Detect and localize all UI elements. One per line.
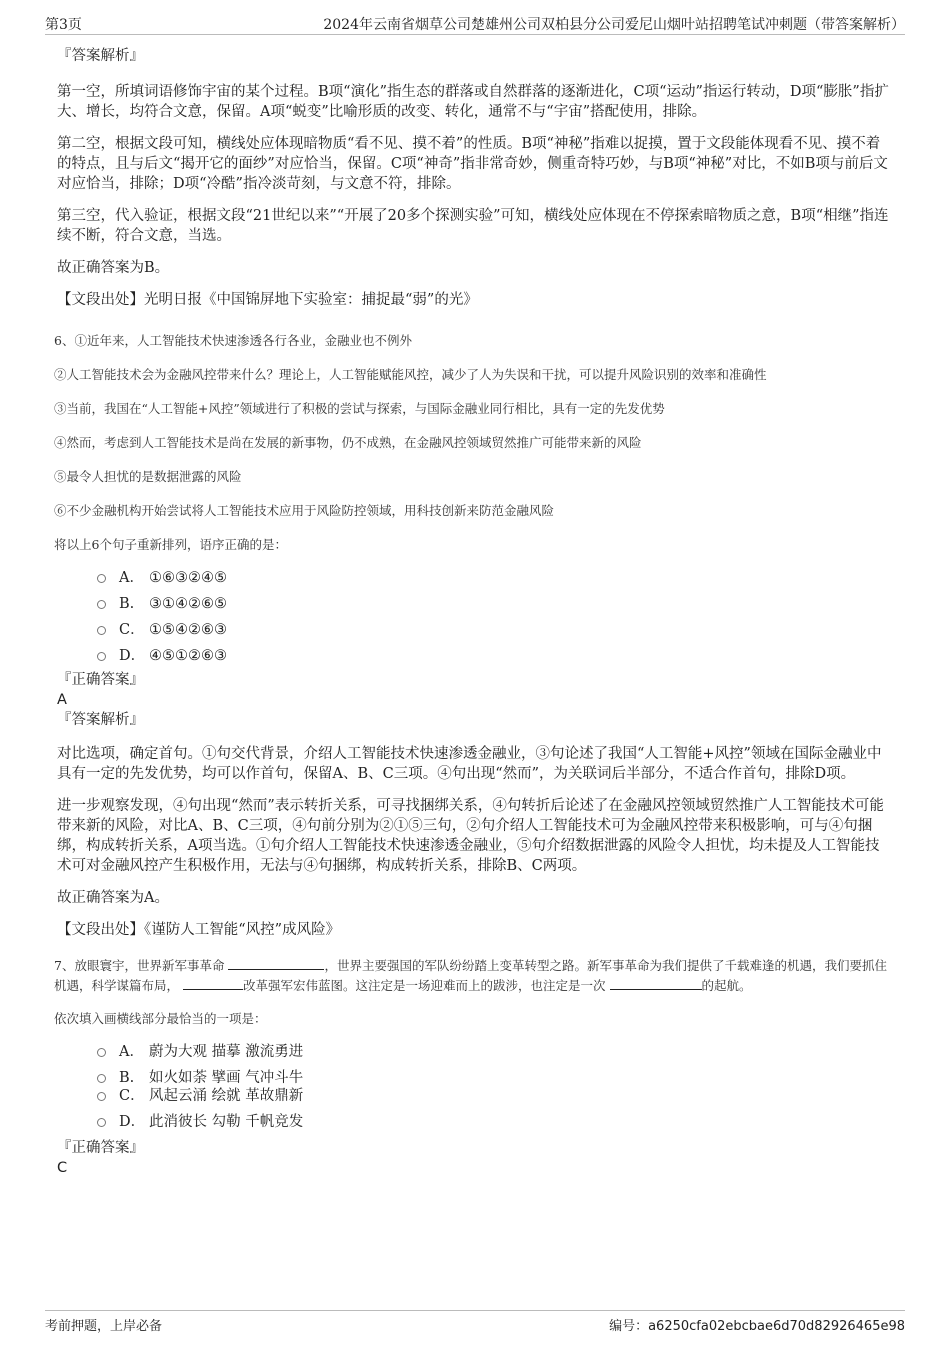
- radio-button[interactable]: [97, 626, 106, 635]
- option-d[interactable]: D． 此消彼长 勾勒 千帆竞发: [57, 1112, 893, 1138]
- option-c[interactable]: C． 风起云涌 绘就 革故鼎新: [57, 1086, 893, 1112]
- question-6-sentence: ⑤最令人担忧的是数据泄露的风险: [54, 469, 242, 484]
- radio-button[interactable]: [97, 1074, 106, 1083]
- analysis-paragraph: 第一空，所填词语修饰宇宙的某个过程。B项“演化”指生态的群落或自然群落的逐渐进化，C项“运动”指运行转动，D项“膨胀”指扩大、增长，均符合文意，保留。A项“蜕变”比喻形质的改变、转化，通常不与“宇宙”搭配使用，排除。: [57, 84, 889, 120]
- question-7-options: [57, 1042, 893, 1138]
- question-6-sentence: 6、①近年来，人工智能技术快速渗透各行各业，金融业也不例外: [54, 333, 412, 348]
- question-prompt: 将以上6个句子重新排列，语序正确的是：: [54, 537, 287, 552]
- analysis-conclusion: 故正确答案为B。: [57, 260, 170, 276]
- analysis-conclusion: 故正确答案为A。: [57, 890, 169, 906]
- radio-button[interactable]: [97, 600, 106, 609]
- question-6-sentence: ②人工智能技术会为金融风控带来什么？理论上，人工智能赋能风控，减少了人为失误和干扰，可以提升风险识别的效率和准确性: [54, 367, 767, 382]
- page-header: [45, 12, 905, 35]
- blank-1: [228, 957, 324, 970]
- radio-button[interactable]: [97, 1048, 106, 1057]
- question-6-options: [57, 568, 893, 670]
- correct-answer: C: [57, 1160, 68, 1176]
- question-prompt: 依次填入画横线部分最恰当的一项是：: [54, 1011, 267, 1026]
- passage-source: 【文段出处】光明日报《中国锦屏地下实验室：捕捉最“弱”的光》: [57, 292, 478, 308]
- blank-2: [183, 977, 243, 990]
- analysis-paragraph: 第三空，代入验证，根据文段“21世纪以来”“开展了20多个探测实验”可知，横线处应体现在不停探索暗物质之意，B项“相继”指连续不断，符合文意，当选。: [57, 208, 889, 244]
- correct-answer: A: [57, 692, 67, 708]
- footer-slogan: 考前押题，上岸必备: [45, 1319, 163, 1334]
- analysis-paragraph: 第二空，根据文段可知，横线处应体现暗物质“看不见、摸不着”的性质。B项“神秘”指难以捉摸，置于文段能体现看不见、摸不着的特点，且与后文“揭开它的面纱”对应恰当，保留。C项“神奇”指非常奇妙，侧重奇特巧妙，与B项“神秘”对比，不如B项与前后文对应恰当，排除；D项“冷酷”指冷淡苛刻，与文意不符，排除。: [57, 136, 888, 192]
- analysis-label: 『答案解析』: [57, 712, 144, 728]
- document-title: 2024年云南省烟草公司楚雄州公司双柏县分公司爱尼山烟叶站招聘笔试冲刺题（带答案解析）: [323, 17, 905, 33]
- question-6-sentence: ⑥不少金融机构开始尝试将人工智能技术应用于风险防控领域，用科技创新来防范金融风险: [54, 503, 555, 518]
- question-6-sentence: ④然而，考虑到人工智能技术是尚在发展的新事物，仍不成熟，在金融风控领域贸然推广可能带来新的风险: [54, 435, 642, 450]
- analysis-paragraph: 对比选项，确定首句。①句交代背景，介绍人工智能技术快速渗透金融业，③句论述了我国“人工智能+风控”领域在国际金融业中具有一定的先发优势，均可以作首句，保留A、B、C三项。④句出现“然而”，为关联词后半部分，不适合作首句，排除D项。: [57, 746, 882, 782]
- document-id: 编号：a6250cfa02ebcbae6d70d82926465e98: [609, 1319, 905, 1334]
- option-c[interactable]: C． ①⑤④②⑥③: [57, 620, 893, 646]
- option-a[interactable]: A． ①⑥③②④⑤: [57, 568, 893, 594]
- analysis-label: 『答案解析』: [57, 48, 144, 64]
- option-b[interactable]: B. 如火如荼 擘画 气冲斗牛: [57, 1068, 893, 1086]
- correct-answer-label: 『正确答案』: [57, 672, 144, 688]
- page-number: 第3页: [45, 17, 82, 33]
- page-footer: [45, 1310, 905, 1333]
- radio-button[interactable]: [97, 1118, 106, 1127]
- radio-button[interactable]: [97, 574, 106, 583]
- question-7-stem: 7、放眼寰宇，世界新军事革命 ，世界主要强国的军队纷纷踏上变革转型之路。新军事革命为我们提供了千载难逢的机遇，我们要抓住机遇，科学谋篇布局， 改革强军宏伟蓝图。这注定是一场迎难而上的跋涉，也注定是一次 的起航。: [54, 958, 887, 993]
- option-a[interactable]: A． 蔚为大观 描摹 激流勇进: [57, 1042, 893, 1068]
- analysis-paragraph: 进一步观察发现，④句出现“然而”表示转折关系，可寻找捆绑关系，④句转折后论述了在金融风控领域贸然推广人工智能技术可能带来新的风险，对比A、B、C三项，④句前分别为②①⑤三句，②句介绍人工智能技术可为金融风控带来积极影响，可与④句捆绑，构成转折关系，A项当选。①句介绍人工智能技术快速渗透金融业，⑤句介绍数据泄露的风险令人担忧，均未提及人工智能技术可对金融风控产生积极作用，无法与④句捆绑，构成转折关系，排除B、C两项。: [57, 798, 884, 874]
- main-content: [54, 46, 893, 1178]
- radio-button[interactable]: [97, 652, 106, 661]
- question-6-sentence: ③当前，我国在“人工智能+风控”领域进行了积极的尝试与探索，与国际金融业同行相比，具有一定的先发优势: [54, 401, 665, 416]
- correct-answer-label: 『正确答案』: [57, 1140, 144, 1156]
- passage-source: 【文段出处】《谨防人工智能“风控”成风险》: [57, 922, 341, 938]
- option-d[interactable]: D． ④⑤①②⑥③: [57, 646, 893, 670]
- radio-button[interactable]: [97, 1092, 106, 1101]
- blank-3: [610, 977, 702, 990]
- option-b[interactable]: B. ③①④②⑥⑤: [57, 594, 893, 620]
